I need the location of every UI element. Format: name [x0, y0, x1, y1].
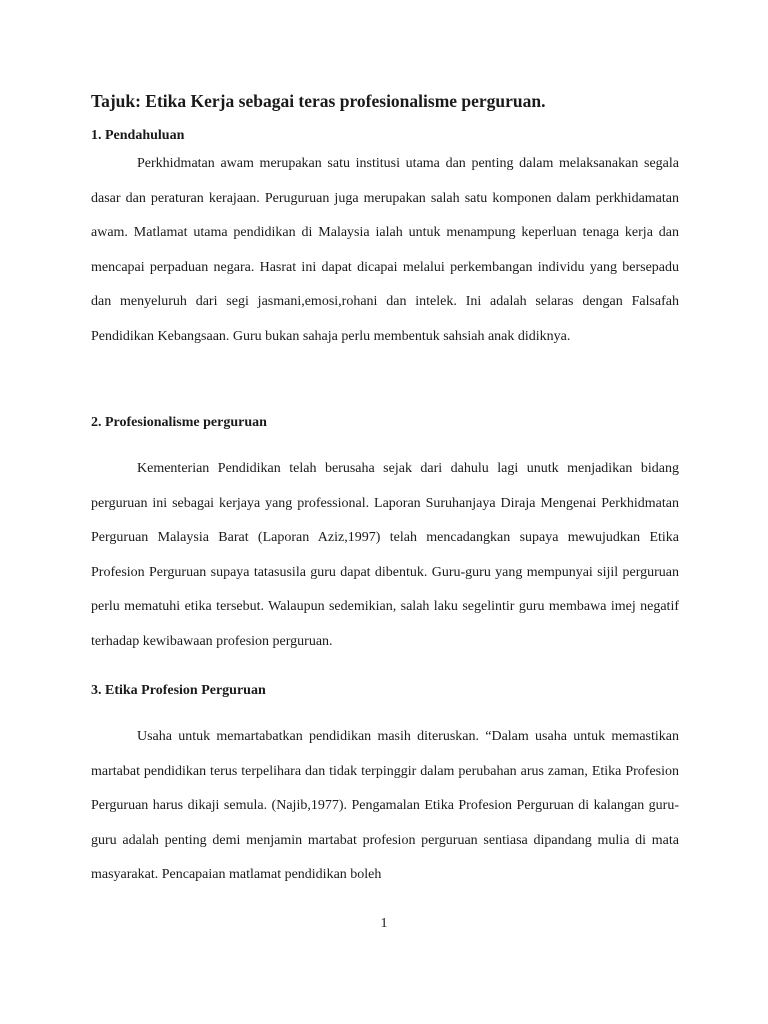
section-heading-profesionalisme: 2. Profesionalisme perguruan: [91, 415, 267, 430]
section-paragraph-pendahuluan: Perkhidmatan awam merupakan satu institusi utama dan penting dalam melaksanakan segala dasar dan peraturan kerajaan. Peruguruan juga merupakan salah satu komponen dalam perkhidamatan awam. Matlamat utama pendidikan di Malaysia ialah untuk menampung keperluan tenaga kerja dan mencapai perpaduan negara. Hasrat ini dapat dicapai melalui perkembangan individu yang bersepadu dan menyeluruh dari segi jasmani,emosi,rohani dan intelek. Ini adalah selaras dengan Falsafah Pendidikan Kebangsaan. Guru bukan sahaja perlu membentuk sahsiah anak didiknya.: [91, 156, 679, 344]
page-number: 1: [380, 916, 388, 931]
document-title: Tajuk: Etika Kerja sebagai teras profesionalisme perguruan.: [91, 91, 546, 111]
section-paragraph-profesionalisme: Kementerian Pendidikan telah berusaha sejak dari dahulu lagi unutk menjadikan bidang perguruan ini sebagai kerjaya yang professional. Laporan Suruhanjaya Diraja Mengenai Perkhidmatan Perguruan Malaysia Barat (Laporan Aziz,1997) telah mencadangkan supaya mewujudkan Etika Profesion Perguruan supaya tatasusila guru dapat dibentuk. Guru-guru yang mempunyai sijil perguruan perlu mematuhi etika tersebut. Walaupun sedemikian, salah laku segelintir guru membawa imej negatif terhadap kewibawaan profesion perguruan.: [91, 461, 679, 649]
section-heading-etika-profesion: 3. Etika Profesion Perguruan: [91, 683, 266, 698]
section-heading-pendahuluan: 1. Pendahuluan: [91, 128, 185, 143]
section-paragraph-etika-profesion: Usaha untuk memartabatkan pendidikan masih diteruskan. “Dalam usaha untuk memastikan martabat pendidikan terus terpelihara dan tidak terpinggir dalam perubahan arus zaman, Etika Profesion Perguruan harus dikaji semula. (Najib,1977). Pengamalan Etika Profesion Perguruan di kalangan guru-guru adalah penting demi menjamin martabat profesion perguruan sentiasa dipandang mulia di mata masyarakat. Pencapaian matlamat pendidikan boleh: [91, 729, 679, 883]
